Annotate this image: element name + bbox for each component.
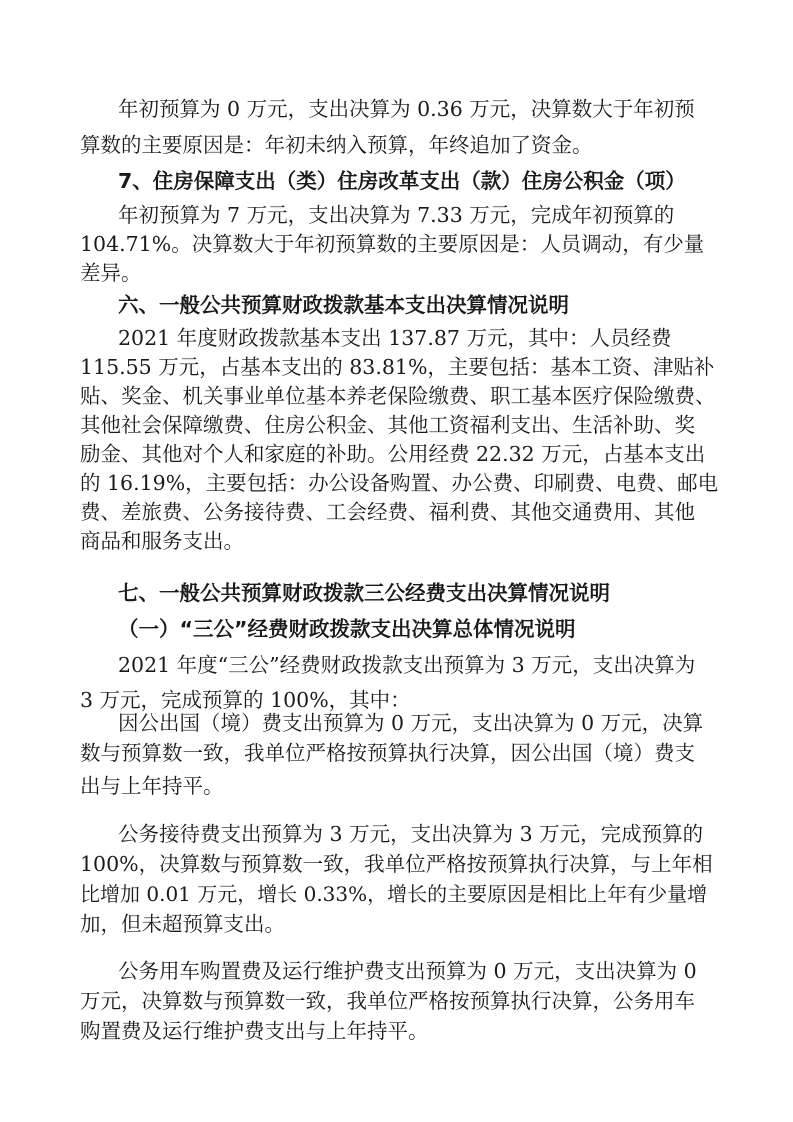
paragraph-line: 万元，决算数与预算数一致，我单位严格按预算执行决算，公务用车 bbox=[80, 989, 695, 1013]
paragraph-line: 差异。 bbox=[80, 261, 142, 285]
paragraph-line: 购置费及运行维护费支出与上年持平。 bbox=[80, 1019, 429, 1043]
paragraph-line: 年初预算为 7 万元，支出决算为 7.33 万元，完成年初预算的 bbox=[118, 203, 675, 227]
paragraph-line: 100%，决算数与预算数一致，我单位严格按预算执行决算，与上年相 bbox=[80, 852, 713, 876]
paragraph-line: 出与上年持平。 bbox=[80, 774, 224, 798]
paragraph-line: 商品和服务支出。 bbox=[80, 529, 244, 553]
paragraph-line: 115.55 万元，占基本支出的 83.81%，主要包括：基本工资、津贴补 bbox=[80, 355, 715, 379]
paragraph-line: 公务接待费支出预算为 3 万元，支出决算为 3 万元，完成预算的 bbox=[118, 822, 704, 846]
paragraph-line: 因公出国（境）费支出预算为 0 万元，支出决算为 0 万元，决算 bbox=[118, 711, 704, 735]
section-heading: 七、一般公共预算财政拨款三公经费支出决算情况说明 bbox=[118, 581, 610, 605]
paragraph-line: 贴、奖金、机关事业单位基本养老保险缴费、职工基本医疗保险缴费、 bbox=[80, 384, 716, 408]
paragraph-line: 104.71%。决算数大于年初预算数的主要原因是：人员调动，有少量 bbox=[80, 232, 705, 256]
paragraph-line: 励金、其他对个人和家庭的补助。公用经费 22.32 万元，占基本支出 bbox=[80, 442, 706, 466]
paragraph-line: 2021 年度财政拨款基本支出 137.87 万元，其中：人员经费 bbox=[118, 326, 672, 350]
paragraph-line: 数与预算数一致，我单位严格按预算执行决算，因公出国（境）费支 bbox=[80, 741, 695, 765]
paragraph-line: 年初预算为 0 万元，支出决算为 0.36 万元，决算数大于年初预 bbox=[118, 97, 695, 121]
paragraph-line: 算数的主要原因是：年初未纳入预算，年终追加了资金。 bbox=[80, 133, 593, 157]
paragraph-line: 公务用车购置费及运行维护费支出预算为 0 万元，支出决算为 0 bbox=[118, 959, 697, 983]
paragraph-line: 3 万元，完成预算的 100%，其中： bbox=[80, 688, 411, 712]
paragraph-line: 费、差旅费、公务接待费、工会经费、福利费、其他交通费用、其他 bbox=[80, 500, 695, 524]
subsection-heading: （一）“三公”经费财政拨款支出决算总体情况说明 bbox=[118, 617, 576, 641]
paragraph-line: 加，但未超预算支出。 bbox=[80, 912, 285, 936]
paragraph-line: 的 16.19%，主要包括：办公设备购置、办公费、印刷费、电费、邮电 bbox=[80, 471, 719, 495]
section-heading: 六、一般公共预算财政拨款基本支出决算情况说明 bbox=[118, 293, 569, 317]
paragraph-line: 比增加 0.01 万元，增长 0.33%，增长的主要原因是相比上年有少量增 bbox=[80, 882, 708, 906]
paragraph-line: 其他社会保障缴费、住房公积金、其他工资福利支出、生活补助、奖 bbox=[80, 413, 695, 437]
section-heading: 7、住房保障支出（类）住房改革支出（款）住房公积金（项） bbox=[118, 169, 686, 193]
paragraph-line: 2021 年度“三公”经费财政拨款支出预算为 3 万元，支出决算为 bbox=[118, 653, 696, 677]
